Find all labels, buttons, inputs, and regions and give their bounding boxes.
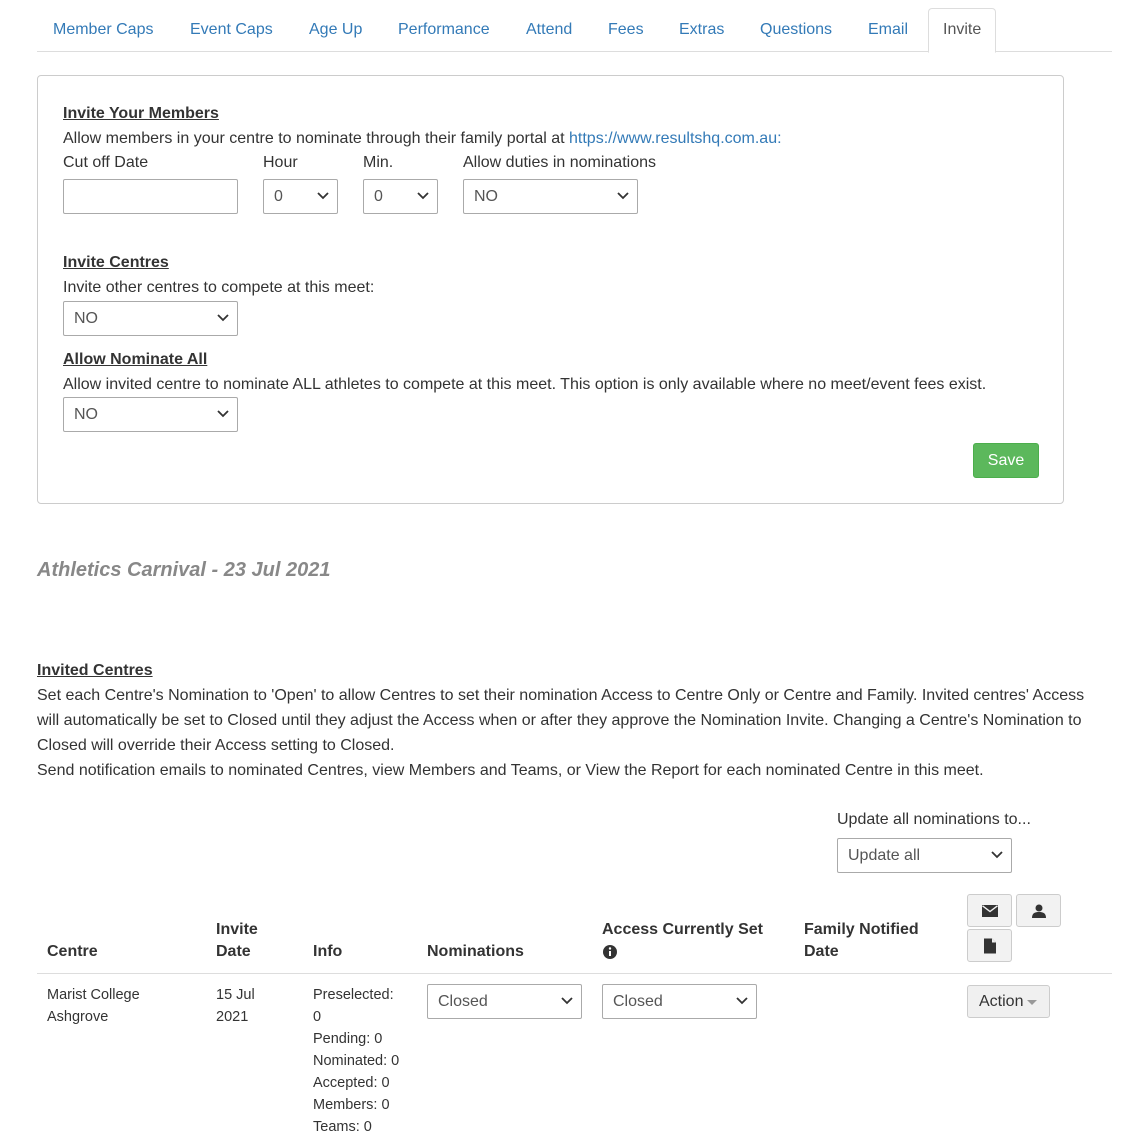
column-header-nominations: Nominations: [427, 943, 524, 960]
meet-title: Athletics Carnival - 23 Jul 2021: [37, 559, 331, 581]
envelope-icon: [982, 905, 998, 917]
duties-label: Allow duties in nominations: [463, 154, 656, 171]
tab-bar: [37, 8, 1112, 52]
nominate-all-description: Allow invited centre to nominate ALL athletes to compete at this meet. This option is only available where no meet/event fees exist.: [63, 376, 987, 393]
cutoff-date-input[interactable]: [63, 179, 238, 214]
tab-performance[interactable]: Performance: [398, 21, 490, 38]
column-header-access: Access Currently Set: [602, 919, 763, 960]
column-header-info: Info: [313, 943, 343, 960]
tab-fees[interactable]: Fees: [608, 21, 644, 38]
report-button[interactable]: [967, 929, 1012, 962]
email-all-button[interactable]: [967, 894, 1012, 927]
hour-select[interactable]: 0: [263, 179, 338, 214]
tab-extras[interactable]: Extras: [679, 21, 725, 38]
update-all-select[interactable]: Update all: [837, 838, 1012, 873]
nominations-select[interactable]: Closed: [427, 984, 582, 1019]
tab-member-caps[interactable]: Member Caps: [53, 21, 154, 38]
chevron-down-icon: [217, 409, 229, 419]
invite-date: 15 Jul 2021: [216, 987, 255, 1025]
chevron-down-icon: [617, 191, 629, 201]
action-button[interactable]: Action: [967, 985, 1050, 1018]
update-all-label: Update all nominations to...: [837, 811, 1031, 828]
user-icon: [1032, 904, 1046, 918]
column-header-centre: Centre: [47, 943, 98, 960]
chevron-down-icon: [561, 996, 573, 1006]
nomination-info: Preselected: 0 Pending: 0 Nominated: 0 Accepted: 0 Members: 0 Teams: 0: [313, 987, 400, 1135]
invite-centres-description: Invite other centres to compete at this meet:: [63, 279, 375, 296]
portal-link[interactable]: https://www.resultshq.com.au: [569, 130, 778, 147]
invite-members-description: Allow members in your centre to nominate through their family portal at https://www.resultshq.com.au:: [63, 130, 782, 147]
chevron-down-icon: [317, 191, 329, 201]
duties-select[interactable]: NO: [463, 179, 638, 214]
hour-label: Hour: [263, 154, 298, 171]
tab-event-caps[interactable]: Event Caps: [190, 21, 273, 38]
members-button[interactable]: [1016, 894, 1061, 927]
file-icon: [984, 938, 996, 953]
column-header-family-notified: Family Notified Date: [804, 921, 919, 960]
invited-centres-description: Set each Centre's Nomination to 'Open' to allow Centres to set their nomination Access to Centre Only or Centre and Family. Invited centres' Access will automatically be set to Closed until they adjust the Access when or after they approve the Nomination Invite. Changing a Centre's Nomination to Closed will override their Access setting to Closed. Send notification emails to nominated Centres, view Members and Teams, or View the Report for each nominated Centre in this meet.: [37, 687, 1085, 779]
cutoff-date-label: Cut off Date: [63, 154, 149, 171]
invited-centres-heading: Invited Centres: [37, 662, 153, 679]
tab-age-up[interactable]: Age Up: [309, 21, 363, 38]
centre-name: Marist College Ashgrove: [47, 987, 140, 1025]
save-button[interactable]: Save: [973, 443, 1039, 478]
tab-questions[interactable]: Questions: [760, 21, 833, 38]
access-select[interactable]: Closed: [602, 984, 757, 1019]
nominate-all-select[interactable]: NO: [63, 397, 238, 432]
invite-members-heading: Invite Your Members: [63, 105, 219, 122]
tab-attend[interactable]: Attend: [526, 21, 573, 38]
chevron-down-icon: [991, 850, 1003, 860]
column-header-invite-date: Invite Date: [216, 921, 258, 960]
chevron-down-icon: [217, 313, 229, 323]
info-icon[interactable]: [602, 944, 618, 960]
invite-centres-select[interactable]: NO: [63, 301, 238, 336]
tab-invite[interactable]: Invite: [928, 8, 996, 53]
tab-email[interactable]: Email: [868, 21, 909, 38]
invite-settings-panel: [37, 75, 1064, 504]
nominate-all-heading: Allow Nominate All: [63, 351, 208, 368]
table-divider: [37, 973, 1112, 974]
chevron-down-icon: [736, 996, 748, 1006]
chevron-down-icon: [417, 191, 429, 201]
invite-centres-heading: Invite Centres: [63, 254, 169, 271]
min-label: Min.: [363, 154, 394, 171]
caret-down-icon: [1027, 1000, 1037, 1005]
min-select[interactable]: 0: [363, 179, 438, 214]
